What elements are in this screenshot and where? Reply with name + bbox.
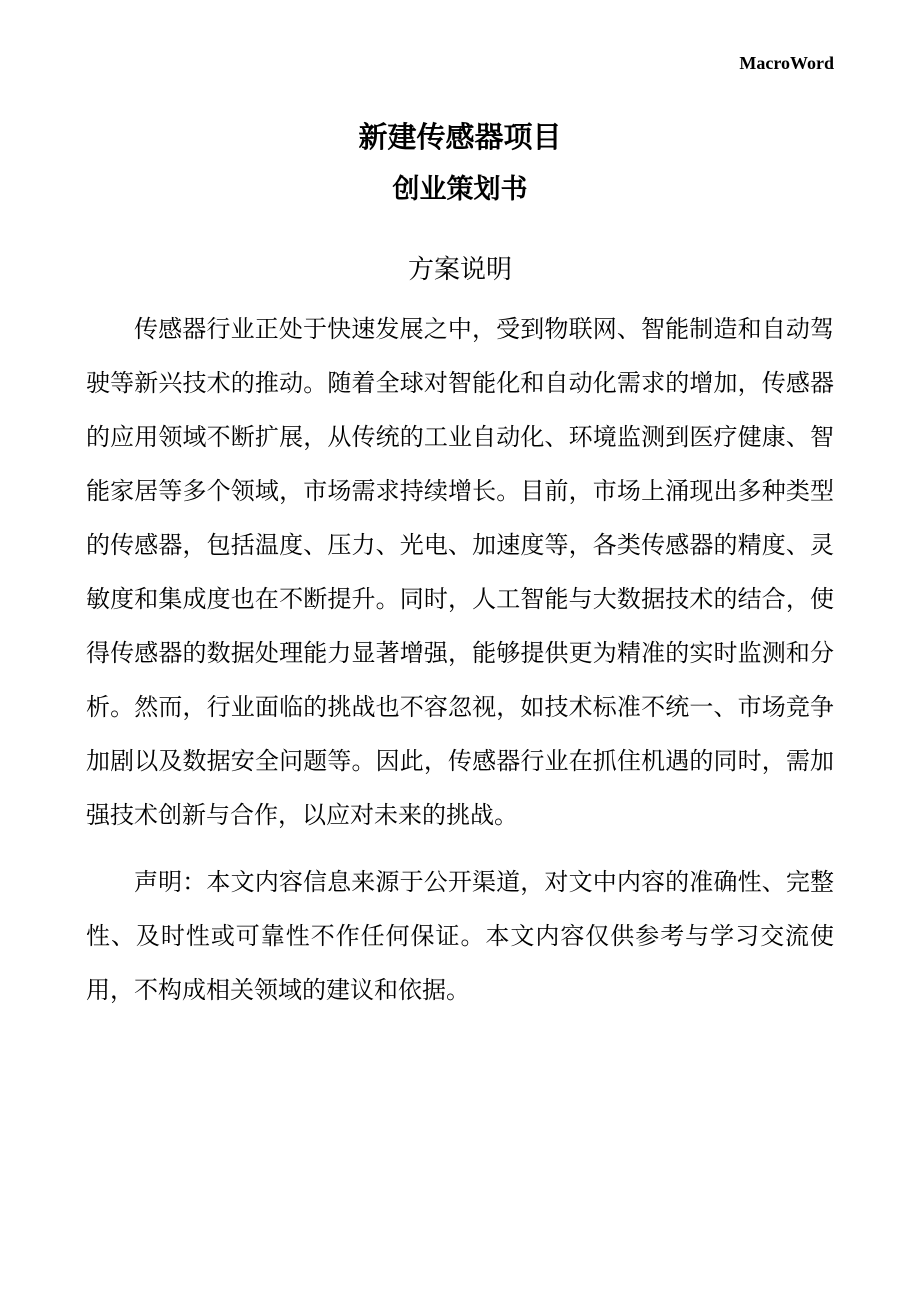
document-body [86,303,834,1018]
document-subtitle: 创业策划书 [392,174,528,204]
brand-logo: MacroWord [739,53,834,73]
body-paragraph: 传感器行业正处于快速发展之中，受到物联网、智能制造和自动驾驶等新兴技术的推动。随着全球对智能化和自动化需求的增加，传感器的应用领域不断扩展，从传统的工业自动化、环境监测到医疗健康、智能家居等多个领域，市场需求持续增长。目前，市场上涌现出多种类型的传感器，包括温度、压力、光电、加速度等，各类传感器的精度、灵敏度和集成度也在不断提升。同时，人工智能与大数据技术的结合，使得传感器的数据处理能力显著增强，能够提供更为精准的实时监测和分析。然而，行业面临的挑战也不容忽视，如技术标准不统一、市场竞争加剧以及数据安全问题等。因此，传感器行业在抓住机遇的同时，需加强技术创新与合作，以应对未来的挑战。 [86,317,834,829]
document-title: 新建传感器项目 [358,122,562,154]
disclaimer-paragraph: 声明：本文内容信息来源于公开渠道，对文中内容的准确性、完整性、及时性或可靠性不作任何保证。本文内容仅供参考与学习交流使用，不构成相关领域的建议和依据。 [86,870,834,1004]
section-heading: 方案说明 [407,254,512,284]
